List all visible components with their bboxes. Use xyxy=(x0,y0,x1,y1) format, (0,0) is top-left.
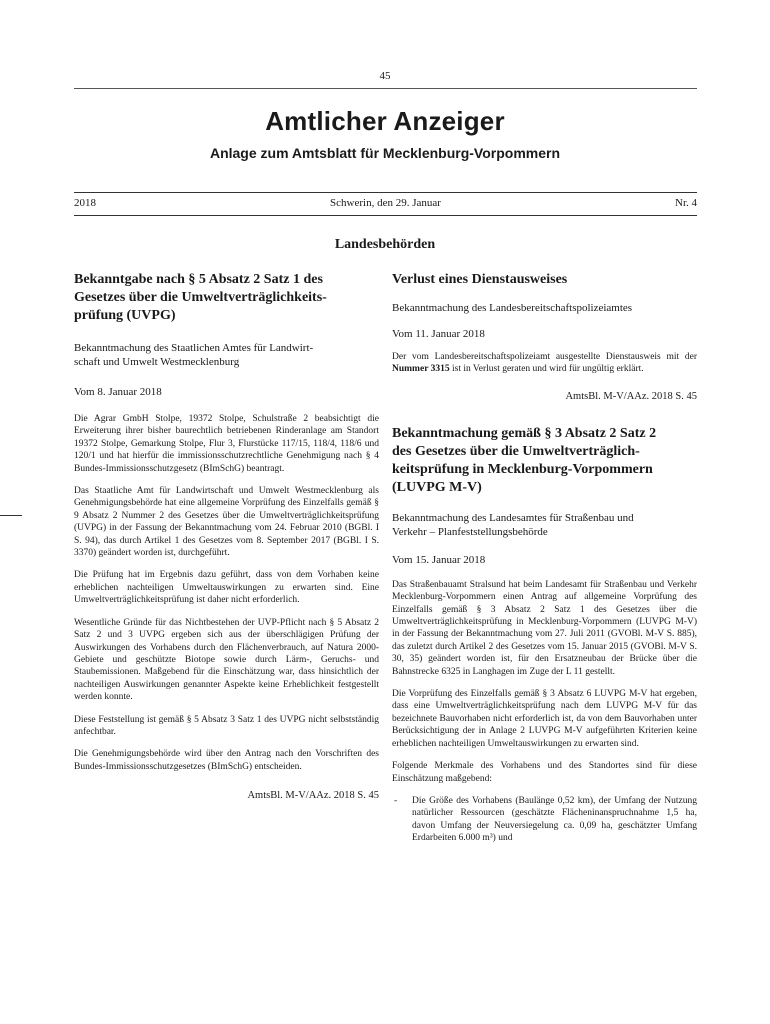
list-dash: - xyxy=(394,795,398,806)
article-paragraph: Das Staatliche Amt für Landwirtschaft und Umwelt Westmecklenburg als Genehmigungsbehörde hat eine allgemeine Vorprüfung des Einzelfalls gemäß § 9 Absatz 2 Nummer 2 des Gesetzes über die Umweltverträglichkeitsprüfung (UVPG) in der Fassung der Bekanntmachung vom 24. Februar 2010 (BGBl. I S. 94), das durch Artikel 1 des Gesetzes vom 8. September 2017 (BGBl. I S. 3370) geändert worden ist, durchgeführt. xyxy=(74,486,379,559)
authority-line: schaft und Umwelt Westmecklenburg xyxy=(74,356,240,368)
text-segment: ist in Verlust geraten und wird für ungültig erklärt. xyxy=(449,364,644,375)
article-paragraph: Die Agrar GmbH Stolpe, 19372 Stolpe, Schulstraße 2 beabsichtigt die Erweiterung ihrer bisher baurechtlich betriebenen Rinderanlage am Standort 19372 Stolpe, Gemarkung Stolpe, Flur 3, Flurstücke 117/15, 118/4, 118/6 und 120/1 und hat hierfür die immissionsschutzrechtliche Genehmigung nach § 4 Bundes-Immissionsschutzgesetz (BImSchG) beantragt. xyxy=(74,414,379,474)
issue-number: Nr. 4 xyxy=(675,197,697,209)
authority-line: Bekanntmachung des Staatlichen Amtes für Landwirt- xyxy=(74,342,314,354)
article-paragraph: Die Vorprüfung des Einzelfalls gemäß § 3 Absatz 6 LUVPG M-V hat ergeben, dass eine Umweltverträglichkeitsprüfung nach dem LUVPG M-V für das bezeichnete Bauvorhaben nicht erforderlich ist, da von dem Bauvorhaben unter Berücksichtigung der in Anlage 2 LUVPG M-V aufgeführten Kriterien keine erheblichen nachteiligen Umweltauswirkungen zu erwarten sind. xyxy=(392,689,697,749)
heading-line: Bekanntmachung gemäß § 3 Absatz 2 Satz 2 xyxy=(392,425,657,441)
issue-meta-bar xyxy=(74,197,697,213)
article-paragraph: Das Straßenbauamt Stralsund hat beim Landesamt für Straßenbau und Verkehr Mecklenburg-Vorpommern einen Antrag auf allgemeine Vorprüfung des Einzelfalls gemäß § 3 Absatz 2 Satz 1 des Gesetzes über die Umweltverträglichkeitsprüfung in Mecklenburg-Vorpommern (LUVPG M-V) in der Fassung der Bekanntmachung vom 27. Juli 2011 (GVOBl. M-V S. 885), das zuletzt durch Artikel 2 des Gesetzes vom 15. Januar 2015 (GVOBl. M-V S. 30, 35) geändert worden ist, für den Ersatzneubau der Brücke über die Bahnstrecke 6325 in Langhagen im Zuge der L 11 gestellt. xyxy=(392,579,697,677)
article-paragraph: Wesentliche Gründe für das Nichtbestehen der UVP-Pflicht nach § 5 Absatz 2 Satz 2 und 3 UVPG ergeben sich aus der überschlägigen Prüfung der Auswirkungen des Vorhabens durch den Flächenverbrauch, auf Natura 2000-Gebiete und geschützte Biotope sowie durch Lärm-, Geruchs- und Staubemissionen. Maßgebend für die Einschätzung war, dass hinsichtlich der nachteiligen Auswirkungen genannter Aspekte keine Erheblichkeit festgestellt werden konnte. xyxy=(74,617,379,703)
authority-line: Verkehr – Planfeststellungsbehörde xyxy=(392,525,548,538)
article-paragraph: Die Prüfung hat im Ergebnis dazu geführt, dass von dem Vorhaben keine erheblichen nachteiligen Umweltauswirkungen zu erwarten sind. Eine Umweltverträglichkeitsprüfung ist daher nicht erforderlich. xyxy=(74,570,379,606)
heading-line: Gesetzes über die Umweltverträglichkeits- xyxy=(74,290,327,305)
top-rule xyxy=(74,88,697,89)
margin-mark xyxy=(0,515,22,516)
article-source: AmtsBl. M-V/AAz. 2018 S. 45 xyxy=(565,390,697,402)
article-heading-dienstausweis: Verlust eines Dienstausweises xyxy=(392,272,568,287)
heading-line: Bekanntgabe nach § 5 Absatz 2 Satz 1 des xyxy=(74,272,323,287)
text-segment: Der vom Landesbereitschaftspolizeiamt ausgestellte Dienstausweis mit der xyxy=(392,352,697,362)
heading-line: prüfung (UVPG) xyxy=(74,308,176,323)
article-date: Vom 11. Januar 2018 xyxy=(392,328,485,340)
page-number: 45 xyxy=(379,70,391,82)
list-item xyxy=(392,795,697,845)
issue-year: 2018 xyxy=(74,197,96,209)
article-heading-luvpg xyxy=(392,425,697,497)
list-item-text: Die Größe des Vorhabens (Baulänge 0,52 km), der Umfang der Nutzung natürlicher Ressourcen (geschätzte Flächeninanspruchnahme 1,5 ha, davon Umfang der Neuversiegelung ca. 0,09 ha, geschätzter Umfang Erdarbeiten 6.000 m³) und xyxy=(412,795,697,844)
article-date: Vom 15. Januar 2018 xyxy=(392,553,486,566)
authority-line: Bekanntmachung des Landesamtes für Straßenbau und xyxy=(392,511,634,524)
issue-place-date: Schwerin, den 29. Januar xyxy=(330,197,441,209)
heading-line: des Gesetzes über die Umweltverträglich- xyxy=(392,443,640,459)
right-column xyxy=(392,271,697,845)
section-heading: Landesbehörden xyxy=(334,237,436,252)
masthead-subtitle: Anlage zum Amtsblatt für Mecklenburg-Vorpommern xyxy=(209,145,561,161)
left-column xyxy=(74,271,379,802)
meta-rule-top xyxy=(74,192,697,193)
article-paragraph xyxy=(392,351,697,376)
article-paragraph: Diese Feststellung ist gemäß § 5 Absatz 3 Satz 1 des UVPG nicht selbstständig anfechtbar. xyxy=(74,714,379,737)
article-paragraph: Die Genehmigungsbehörde wird über den Antrag nach den Vorschriften des Bundes-Immissionsschutzgesetzes (BImSchG) entscheiden. xyxy=(74,749,379,772)
article-heading-uvpg xyxy=(74,271,379,325)
article-authority xyxy=(74,341,379,369)
masthead-title: Amtlicher Anzeiger xyxy=(265,106,505,136)
ausweis-number: Nummer 3315 xyxy=(392,364,450,375)
article-authority: Bekanntmachung des Landesbereitschaftspolizeiamtes xyxy=(392,302,633,314)
article-paragraph: Folgende Merkmale des Vorhabens und des Standortes sind für diese Einschätzung maßgebend: xyxy=(392,761,697,784)
heading-line: keitsprüfung in Mecklenburg-Vorpommern xyxy=(392,461,653,477)
article-date: Vom 8. Januar 2018 xyxy=(74,386,162,398)
heading-line: (LUVPG M-V) xyxy=(392,479,482,495)
article-source: AmtsBl. M-V/AAz. 2018 S. 45 xyxy=(247,790,379,802)
meta-rule-bottom xyxy=(74,215,697,216)
article-authority xyxy=(392,511,697,539)
